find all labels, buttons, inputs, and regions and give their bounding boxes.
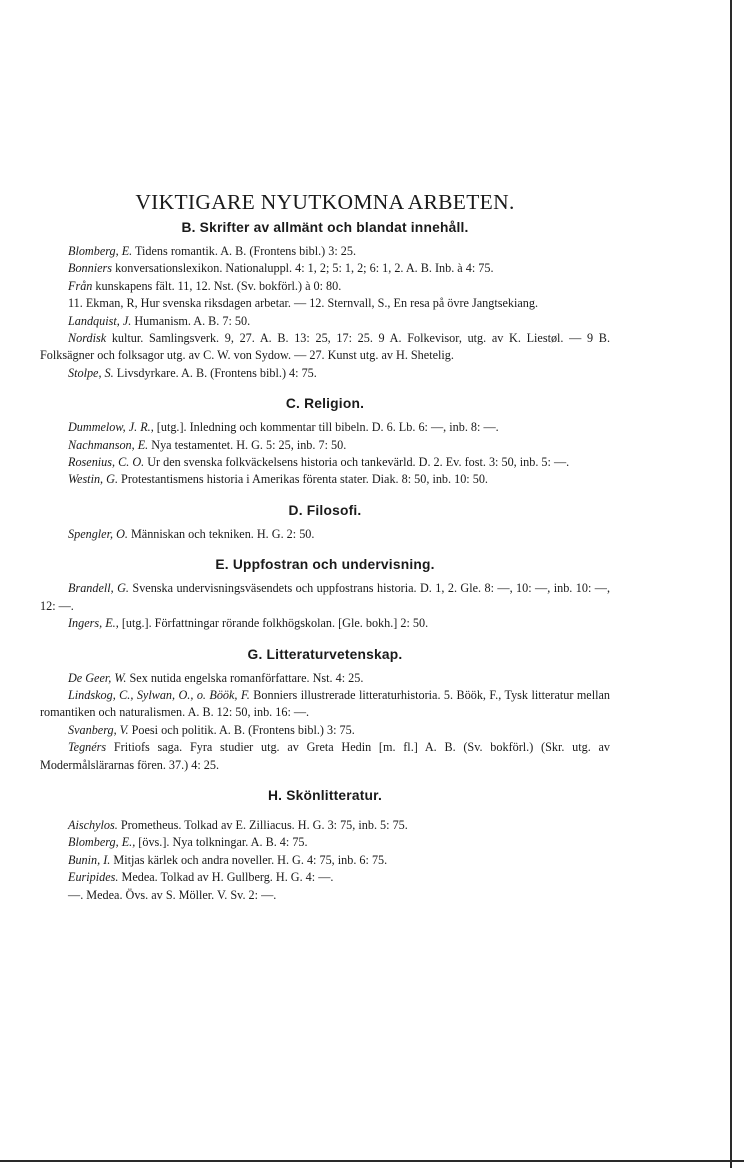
section-religion (40, 396, 610, 489)
entry-author: Stolpe, S. (68, 365, 114, 380)
entry (40, 739, 610, 774)
entry-author: Euripides. (68, 870, 119, 885)
section-literary-studies (40, 647, 610, 774)
entry-author: Spengler, O. (68, 526, 128, 541)
entry-author: Westin, G. (68, 472, 118, 487)
entry-text: Tidens romantik. A. B. (Frontens bibl.) 3: 25. (132, 244, 356, 258)
entry (40, 419, 610, 436)
bibliography-content (40, 220, 610, 904)
section-heading: E. Uppfostran och undervisning. (215, 557, 435, 573)
entry-text: —. Medea. Övs. av S. Möller. V. Sv. 2: —. (68, 887, 277, 902)
entry-text: konversationslexikon. Nationaluppl. 4: 1, 2; 5: 1, 2; 6: 1, 2. A. B. Inb. à 4: 75. (112, 261, 494, 276)
entry-author: Från (68, 278, 93, 293)
entry (40, 687, 610, 722)
entry-text: Fritiofs saga. Fyra studier utg. av Greta Hedin [m. fl.] A. B. (Sv. bokförl.) (Skr. utg. av Modermålslärarnas fören. 37.) 4: 25. (40, 740, 610, 772)
entry-text: Mitjas kärlek och andra noveller. H. G. 4: 75, inb. 6: 75. (110, 852, 388, 867)
entry-text: Humanism. A. B. 7: 50. (131, 313, 251, 328)
entry (40, 365, 610, 382)
entry-text: kultur. Samlingsverk. 9, 27. A. B. 13: 25, 17: 25. 9 A. Folkevisor, utg. av K. Liestøl. — 9 B. Folksägner och folksagor utg. av C. W. von Sydow. — 27. Kunst utg. av H. Shetelig. (40, 331, 610, 363)
entry-author: Landquist, J. (68, 313, 132, 328)
section-fiction (40, 788, 610, 904)
entry-text: Prometheus. Tolkad av E. Zilliacus. H. G. 3: 75, inb. 5: 75. (117, 817, 408, 832)
entry-author: De Geer, W. (68, 670, 127, 685)
entry (40, 869, 610, 886)
entry-text: Nya testamentet. H. G. 5: 25, inb. 7: 50. (148, 437, 347, 452)
entry-author: Dummelow, J. R., (68, 420, 154, 435)
page-title: VIKTIGARE NYUTKOMNA ARBETEN. (135, 190, 515, 215)
entry (40, 526, 610, 543)
entry (40, 580, 610, 615)
section-education (40, 557, 610, 632)
entry (40, 454, 610, 471)
section-heading: B. Skrifter av allmänt och blandat innehåll. (181, 220, 469, 235)
entry-text: Ur den svenska folkväckelsens historia och tankevärld. D. 2. Ev. fost. 3: 50, inb. 5: —. (144, 455, 570, 470)
entry-author: Brandell, G. (68, 581, 129, 596)
entry-author: Tegnérs (68, 740, 107, 755)
entry (40, 722, 610, 739)
entry (40, 670, 610, 687)
entry-text: Människan och tekniken. H. G. 2: 50. (127, 526, 315, 541)
entry-author: Nachmanson, E. (68, 437, 149, 452)
entry-text: Bonniers illustrerade litteraturhistoria. 5. Böök, F., Tysk litteratur mellan romantiken och naturalismen. A. B. 12: 50, inb. 16: —. (40, 687, 610, 720)
section-general (40, 220, 610, 382)
entry-text: Protestantismens historia i Amerikas förenta stater. Diak. 8: 50, inb. 10: 50. (118, 472, 488, 487)
entry-author: Nordisk (68, 331, 107, 346)
entry-author: Bonniers (68, 261, 113, 276)
entry-author: Blomberg, E., (68, 835, 136, 850)
entry (40, 471, 610, 488)
entry-author: Lindskog, C., Sylwan, O., o. Böök, F. (68, 687, 250, 702)
entry (40, 852, 610, 869)
entry (40, 817, 610, 834)
entry-text: Medea. Tolkad av H. Gullberg. H. G. 4: —. (118, 870, 334, 885)
entry-text: [utg.]. Författningar rörande folkhögskolan. [Gle. bokh.] 2: 50. (118, 616, 429, 631)
entry (40, 243, 610, 260)
entry-author: Blomberg, E. (68, 244, 133, 258)
entry-text: [övs.]. Nya tolkningar. A. B. 4: 75. (135, 835, 308, 850)
entry (40, 834, 610, 851)
entry-text: [utg.]. Inledning och kommentar till bibeln. D. 6. Lb. 6: —, inb. 8: —. (153, 420, 499, 435)
entry (40, 887, 610, 904)
entry (40, 278, 610, 295)
entry-author: Bunin, I. (68, 852, 111, 867)
entry-text: Sex nutida engelska romanförfattare. Nst. 4: 25. (126, 670, 364, 685)
section-heading: H. Skönlitteratur. (268, 787, 382, 803)
entry-text: Livsdyrkare. A. B. (Frontens bibl.) 4: 75. (113, 365, 317, 380)
entry (40, 437, 610, 454)
section-philosophy (40, 503, 610, 543)
section-heading: C. Religion. (285, 396, 365, 412)
entry-text: Poesi och politik. A. B. (Frontens bibl.) 3: 75. (128, 722, 355, 737)
entry (40, 260, 610, 277)
entry-author: Svanberg, V. (68, 722, 129, 737)
entry-author: Ingers, E., (68, 616, 119, 631)
entry-author: Aischylos. (68, 817, 118, 832)
entry-text: Svenska undervisningsväsendets och uppfostrans historia. D. 1, 2. Gle. 8: —, 10: —, inb. 10: —, 12: —. (40, 581, 610, 613)
page-edge-right (730, 0, 732, 1168)
entry-author: Rosenius, C. O. (68, 455, 145, 470)
section-heading: D. Filosofi. (288, 502, 362, 518)
page-edge-bottom (0, 1160, 744, 1162)
entry-text: kunskapens fält. 11, 12. Nst. (Sv. bokförl.) à 0: 80. (92, 278, 342, 293)
entry (40, 313, 610, 330)
section-heading: G. Litteraturvetenskap. (247, 646, 403, 662)
entry-text: 11. Ekman, R, Hur svenska riksdagen arbetar. — 12. Sternvall, S., En resa på övre Jangtsekiang. (68, 296, 539, 311)
entry (40, 330, 610, 365)
entry (40, 615, 610, 632)
entry (40, 295, 610, 312)
